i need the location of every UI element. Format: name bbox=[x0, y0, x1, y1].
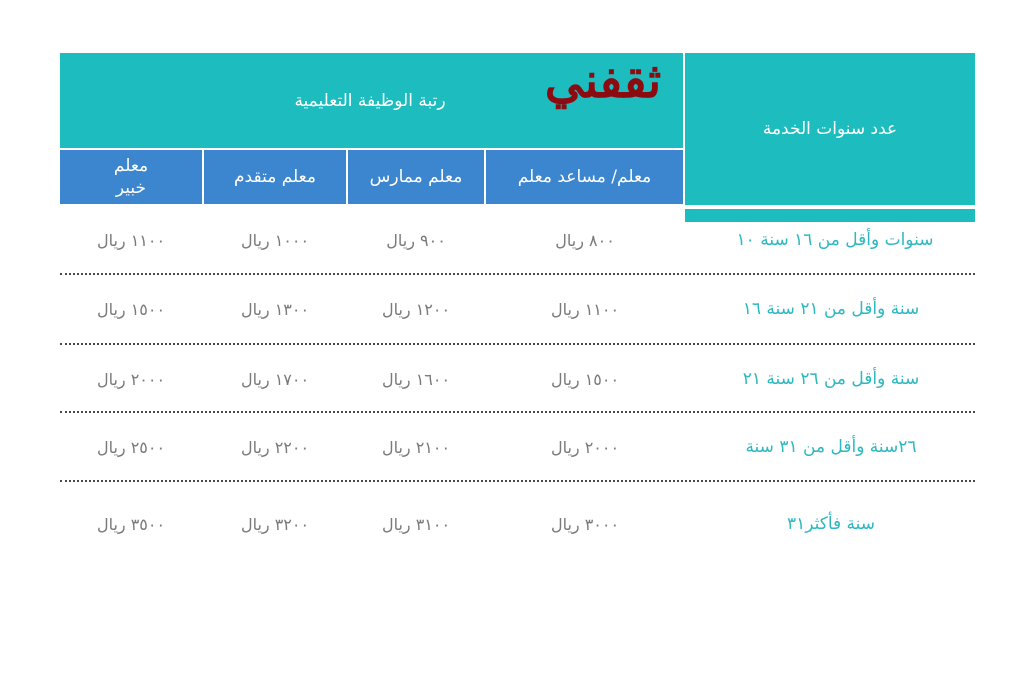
table-cell: ٢٥٠٠ ريال bbox=[96, 437, 166, 457]
row-label: سنوات وأقل من ١٦ سنة ١٠ bbox=[736, 230, 934, 250]
table-cell: ١١٠٠ ريال bbox=[96, 230, 166, 250]
table-cell: ٢٢٠٠ ريال bbox=[240, 437, 310, 457]
service-years-title: عدد سنوات الخدمة bbox=[762, 119, 898, 139]
table-cell: ٣٥٠٠ ريال bbox=[96, 514, 166, 534]
service-years-header bbox=[685, 53, 975, 205]
row-label: سنة فأكثر٣١ bbox=[786, 514, 876, 534]
table-cell: ١٦٠٠ ريال bbox=[381, 369, 451, 389]
table-cell: ٢٠٠٠ ريال bbox=[550, 437, 620, 457]
rank-expert-teacher: معلم خبير bbox=[60, 150, 202, 204]
row-divider bbox=[60, 273, 975, 275]
brand-logo: ثقفني bbox=[544, 53, 662, 109]
rank-assistant-teacher: معلم/ مساعد معلم bbox=[486, 150, 683, 204]
table-cell: ٢٠٠٠ ريال bbox=[96, 369, 166, 389]
table-cell: ٣١٠٠ ريال bbox=[381, 514, 451, 534]
row-label: ٢٦سنة وأقل من ٣١ سنة bbox=[745, 437, 917, 457]
header-strip bbox=[685, 209, 975, 222]
table-cell: ٣٢٠٠ ريال bbox=[240, 514, 310, 534]
row-label: سنة وأقل من ٢٦ سنة ٢١ bbox=[742, 369, 920, 389]
table-cell: ١٠٠٠ ريال bbox=[240, 230, 310, 250]
table-cell: ١٧٠٠ ريال bbox=[240, 369, 310, 389]
row-divider bbox=[60, 411, 975, 413]
rank-advanced-teacher: معلم متقدم bbox=[204, 150, 346, 204]
row-divider bbox=[60, 480, 975, 482]
table-cell: ٩٠٠ ريال bbox=[386, 230, 446, 250]
table-cell: ١٥٠٠ ريال bbox=[550, 369, 620, 389]
table-cell: ٢١٠٠ ريال bbox=[381, 437, 451, 457]
table-cell: ١٢٠٠ ريال bbox=[381, 299, 451, 319]
table-cell: ٨٠٠ ريال bbox=[555, 230, 615, 250]
rank-practitioner-teacher: معلم ممارس bbox=[348, 150, 484, 204]
row-divider bbox=[60, 343, 975, 345]
table-cell: ١٥٠٠ ريال bbox=[96, 299, 166, 319]
rank-title: رتبة الوظيفة التعليمية bbox=[294, 91, 446, 111]
table-cell: ١١٠٠ ريال bbox=[550, 299, 620, 319]
row-label: سنة وأقل من ٢١ سنة ١٦ bbox=[742, 299, 920, 319]
table-cell: ١٣٠٠ ريال bbox=[240, 299, 310, 319]
table-cell: ٣٠٠٠ ريال bbox=[550, 514, 620, 534]
